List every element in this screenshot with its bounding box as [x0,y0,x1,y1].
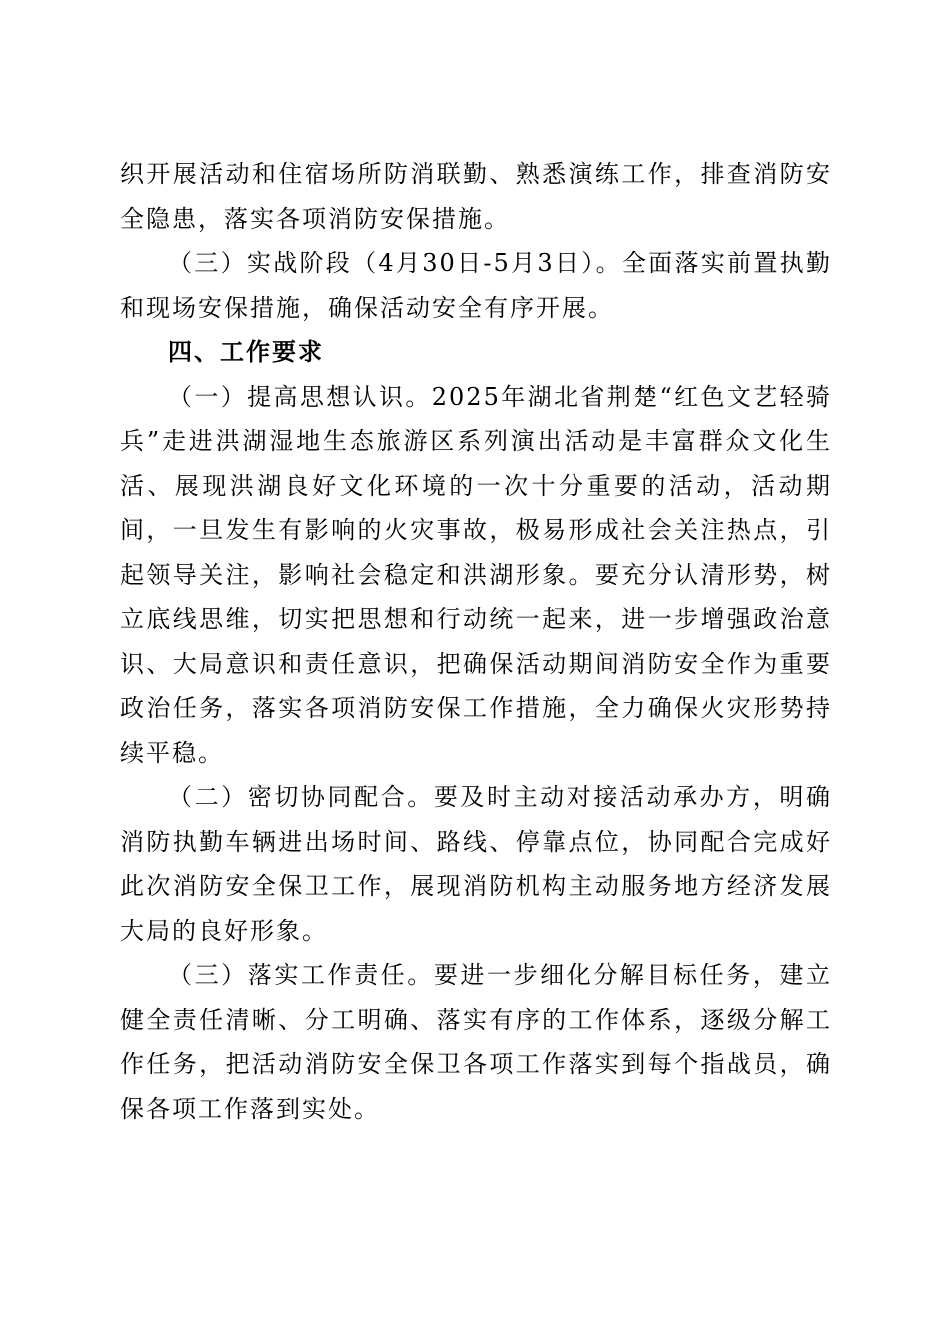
paragraph-continuation: 织开展活动和住宿场所防消联勤、熟悉演练工作，排查消防安全隐患，落实各项消防安保措施。 [120,160,832,233]
section-heading-work-requirements: 四、工作要求 [168,338,324,366]
paragraph-coordination: （二）密切协同配合。要及时主动对接活动承办方，明确消防执勤车辆进出场时间、路线、停靠点位，协同配合完成好此次消防安全保卫工作，展现消防机构主动服务地方经济发展大局的良好形象。 [120,783,832,945]
paragraph-responsibility: （三）落实工作责任。要进一步细化分解目标任务，建立健全责任清晰、分工明确、落实有序的工作体系，逐级分解工作任务，把活动消防安全保卫各项工作落实到每个指战员，确保各项工作落到实处。 [120,961,832,1123]
paragraph-raise-awareness: （一）提高思想认识。2025年湖北省荆楚“红色文艺轻骑兵”走进洪湖湿地生态旅游区系列演出活动是丰富群众文化生活、展现洪湖良好文化环境的一次十分重要的活动，活动期间，一旦发生有影响的火灾事故，极易形成社会关注热点，引起领导关注，影响社会稳定和洪湖形象。要充分认清形势，树立底线思维，切实把思想和行动统一起来，进一步增强政治意识、大局意识和责任意识，把确保活动期间消防安全作为重要政治任务，落实各项消防安保工作措施，全力确保火灾形势持续平稳。 [120,382,832,767]
document-body [120,152,832,1131]
paragraph-implementation-stage: （三）实战阶段（4月30日-5月3日）。全面落实前置执勤和现场安保措施，确保活动安全有序开展。 [120,249,832,322]
